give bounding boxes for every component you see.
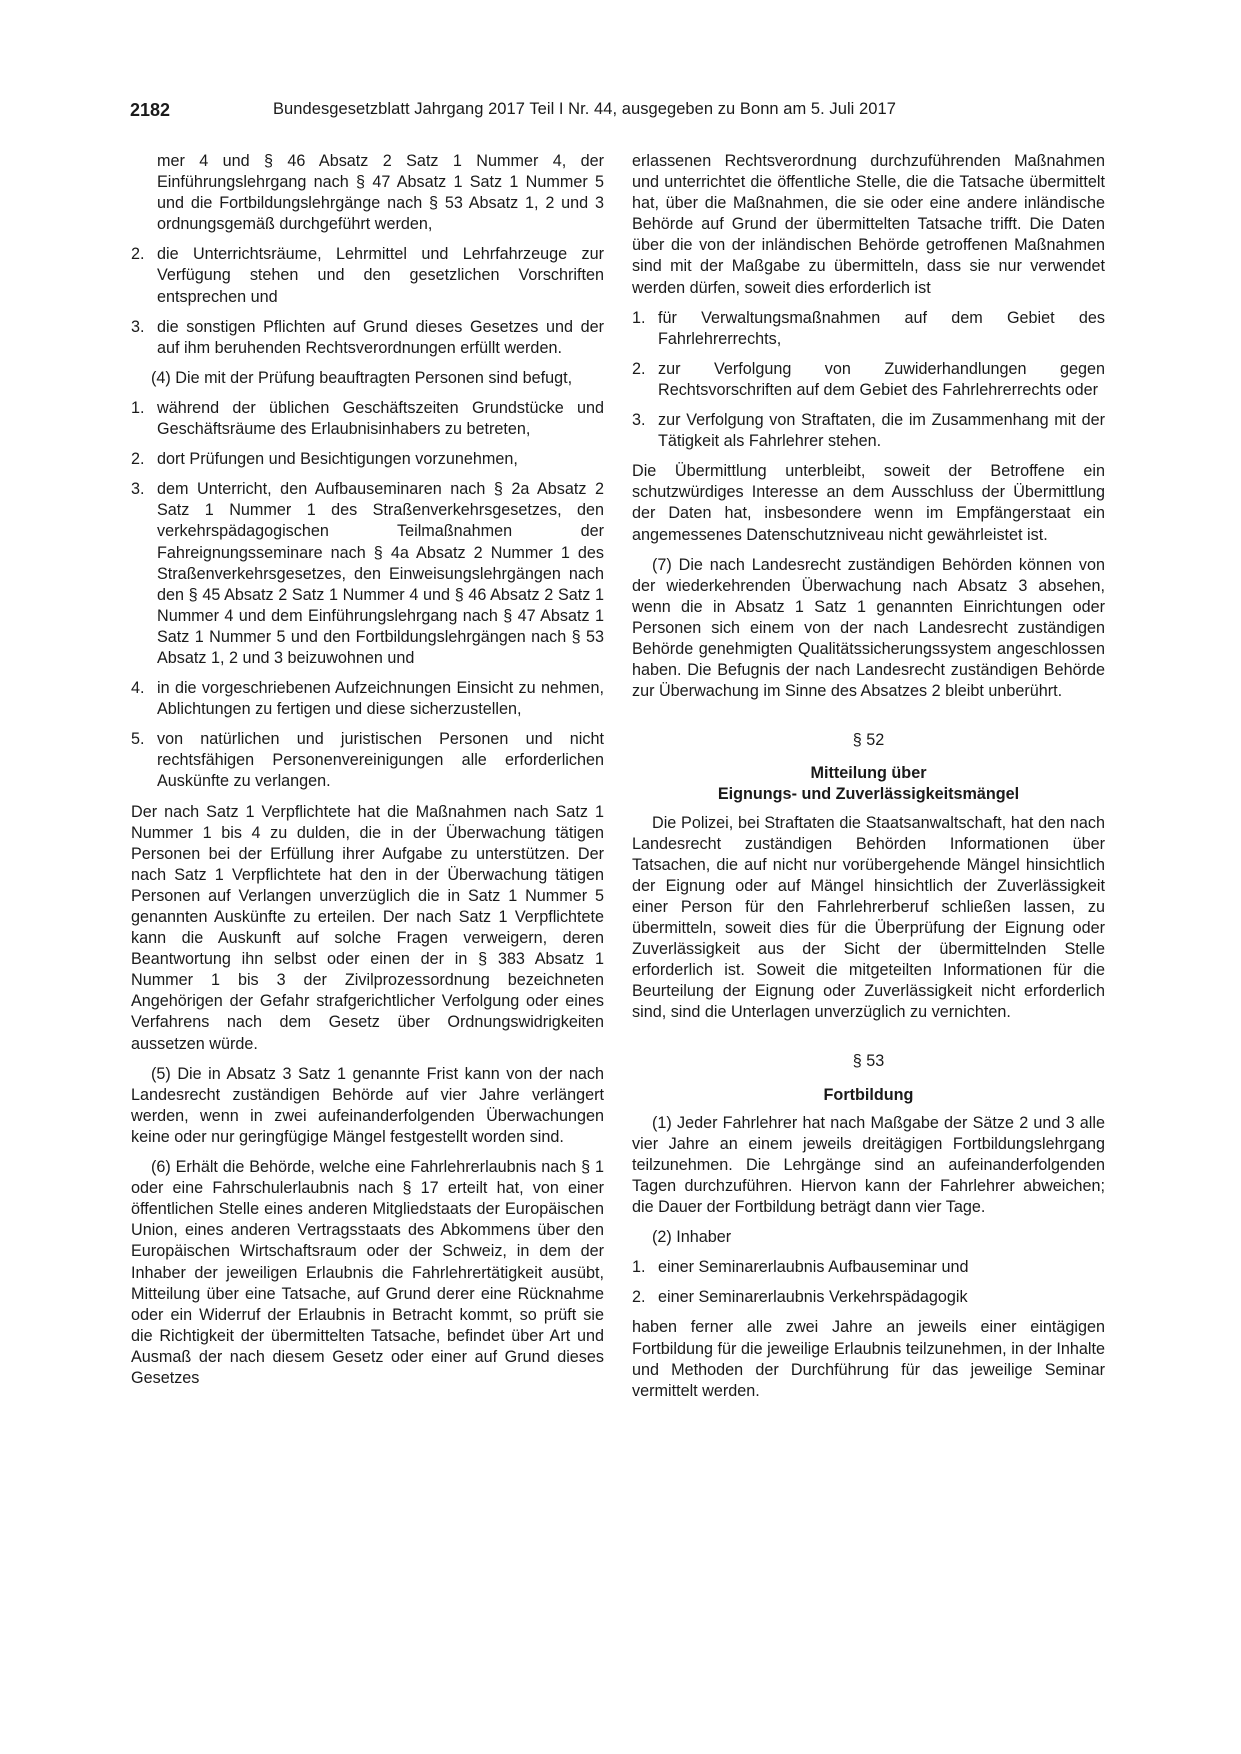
paragraph-4-tail: Der nach Satz 1 Verpflichtete hat die Maßnahmen nach Satz 1 Nummer 1 bis 4 zu dulden, die in der Überwachung tätigen Personen bei der Erfüllung ihrer Aufgabe zu unterstützen. Der nach Satz 1 Verpflichtete hat den in der Überwachung tätigen Personen auf Verlangen unverzüglich die in Satz 1 Nummer 5 genannten Auskünfte zu erteilen. Der nach Satz 1 Verpflichtete kann die Auskunft auf solche Fragen verweigern, deren Beantwortung ihn selbst oder einen der in § 383 Absatz 1 Nummer 1 bis 3 der Zivilprozessordnung bezeichneten Angehörigen der Gefahr strafgerichtlicher Verfolgung oder eines Verfahrens nach dem Gesetz über Ordnungswidrigkeiten aussetzen würde. [131, 802, 604, 1053]
list-item: 5. von natürlichen und juristischen Personen und nicht rechtsfähigen Personenvereinigungen alle erforderlichen Auskünfte zu verlangen. [131, 730, 604, 791]
section-53-paragraph-1: (1) Jeder Fahrlehrer hat nach Maßgabe der Sätze 2 und 3 alle vier Jahre an einem jeweils dreitägigen Fortbildungslehrgang teilzunehmen. Die Lehrgänge sind an aufeinanderfolgenden Tagen durchzuführen. Hiervon kann der Fahrlehrer abweichen; die Dauer der Fortbildung beträgt dann vier Tage. [632, 1113, 1105, 1217]
section-52-title [632, 763, 1105, 805]
page-header [130, 100, 1110, 124]
list-item: 1. einer Seminarerlaubnis Aufbauseminar und [632, 1258, 969, 1277]
section-53-title: Fortbildung [823, 1085, 914, 1104]
list-item: 2. einer Seminarerlaubnis Verkehrspädagogik [632, 1288, 968, 1307]
paragraph-4: (4) Die mit der Prüfung beauftragten Personen sind befugt, [151, 368, 573, 387]
right-column [632, 151, 1105, 1411]
left-column [131, 151, 604, 1398]
list-item-continuation: mer 4 und § 46 Absatz 2 Satz 1 Nummer 4, der Einführungslehrgang nach § 47 Absatz 1 Satz 1 Nummer 5 und die Fortbildungslehrgänge nach § 53 Absatz 1, 2 und 3 ordnungsgemäß durchgeführt werden, [157, 152, 604, 234]
section-53-number: § 53 [852, 1052, 885, 1071]
section-52-title-line2: Eignungs- und Zuverlässigkeitsmängel [717, 785, 1020, 804]
header-title: Bundesgesetzblatt Jahrgang 2017 Teil I Nr. 44, ausgegeben zu Bonn am 5. Juli 2017 [273, 100, 896, 118]
paragraph-5: (5) Die in Absatz 3 Satz 1 genannte Frist kann von der nach Landesrecht zuständigen Behörde auf vier Jahre verlängert werden, wenn in zwei aufeinanderfolgenden Überwachungen keine oder nur geringfügige Mängel festgestellt worden sind. [131, 1064, 604, 1146]
list-item: 3. dem Unterricht, den Aufbauseminaren nach § 2a Absatz 2 Satz 1 Nummer 1 des Straßenverkehrsgesetzes, den verkehrspädagogischen Teilmaßnahmen der Fahreignungsseminare nach § 4a Absatz 2 Nummer 1 des Straßenverkehrsgesetzes, den Einweisungslehrgängen nach den § 45 Absatz 2 Satz 1 Nummer 4 und § 46 Absatz 2 Satz 1 Nummer 4 und dem Einführungslehrgang nach § 47 Absatz 1 Satz 1 Nummer 5 und den Fortbildungslehrgängen nach § 53 Absatz 1, 2 und 3 beizuwohnen und [131, 480, 604, 667]
paragraph-6-tail: Die Übermittlung unterbleibt, soweit der Betroffene ein schutzwürdiges Interesse an dem Ausschluss der Übermittlung der Daten hat, insbesondere wenn im Empfängerstaat ein angemessenes Datenschutzniveau nicht gewährleistet ist. [632, 462, 1105, 544]
list-item: 1. während der üblichen Geschäftszeiten Grundstücke und Geschäftsräume des Erlaubnisinhabers zu betreten, [131, 398, 604, 439]
section-52-title-line1: Mitteilung über [810, 764, 927, 783]
section-53-paragraph-2-tail: haben ferner alle zwei Jahre an jeweils einer eintägigen Fortbildung für die jeweilige Erlaubnis teilzunehmen, in der Inhalte und Methoden der Durchführung für das jeweilige Seminar vermittelt werden. [632, 1318, 1105, 1400]
paragraph-7: (7) Die nach Landesrecht zuständigen Behörden können von der wiederkehrenden Überwachung nach Absatz 3 absehen, wenn die in Absatz 1 Satz 1 genannten Einrichtungen oder Personen sich einem von der nach Landesrecht zuständigen Behörde genehmigten Qualitätssicherungssystem angeschlossen haben. Die Befugnis der nach Landesrecht zuständigen Behörde zur Überwachung im Sinne des Absatzes 2 bleibt unberührt. [632, 555, 1105, 701]
section-53-paragraph-2: (2) Inhaber [652, 1228, 732, 1247]
list-item: 3. zur Verfolgung von Straftaten, die im Zusammenhang mit der Tätigkeit als Fahrlehrer stehen. [632, 411, 1105, 451]
page-number: 2182 [130, 100, 171, 120]
list-item: 4. in die vorgeschriebenen Aufzeichnungen Einsicht zu nehmen, Ablichtungen zu fertigen und diese sicherzustellen, [131, 679, 604, 719]
list-item: 3. die sonstigen Pflichten auf Grund dieses Gesetzes und der auf ihm beruhenden Rechtsverordnungen erfüllt werden. [131, 317, 604, 357]
list-item: 2. dort Prüfungen und Besichtigungen vorzunehmen, [131, 450, 518, 469]
paragraph-6: (6) Erhält die Behörde, welche eine Fahrlehrerlaubnis nach § 1 oder eine Fahrschulerlaubnis nach § 17 erteilt hat, von einer öffentlichen Stelle eines anderen Mitgliedstaats der Europäischen Union, eines anderen Vertragsstaats des Abkommens über den Europäischen Wirtschaftsraum oder der Schweiz, in dem der Inhaber der jeweiligen Erlaubnis die Fahrlehrertätigkeit ausübt, Mitteilung über eine Tatsache, auf Grund derer eine Rücknahme oder ein Widerruf der Erlaubnis in Betracht kommt, so prüft sie die Richtigkeit der übermittelten Tatsache, befindet über Art und Ausmaß der nach diesem Gesetz oder einer auf Grund dieses Gesetzes [131, 1158, 604, 1387]
list-item: 2. die Unterrichtsräume, Lehrmittel und Lehrfahrzeuge zur Verfügung stehen und den gesetzlichen Vorschriften entsprechen und [131, 245, 604, 306]
section-52-text: Die Polizei, bei Straftaten die Staatsanwaltschaft, hat den nach Landesrecht zuständigen Behörden Informationen über Tatsachen, die auf nicht nur vorübergehende Mängel hinsichtlich der Eignung oder auf Mängel hinsichtlich der Zuverlässigkeit einer Person für den Fahrlehrerberuf schließen lassen, zu übermitteln, soweit dies für die Überprüfung der Eignung oder Zuverlässigkeit aus der Sicht der übermittelnden Stelle erforderlich ist. Soweit die mitgeteilten Informationen für die Beurteilung der Eignung oder Zuverlässigkeit nicht erforderlich sind, sind die Unterlagen unverzüglich zu vernichten. [632, 813, 1105, 1022]
paragraph-6-continuation: erlassenen Rechtsverordnung durchzuführenden Maßnahmen und unterrichtet die öffentliche Stelle, die die Tatsache übermittelt hat, über die Maßnahmen, die sie oder eine andere inländische Behörde auf Grund der übermittelten Tatsache trifft. Die Daten über die von der inländischen Behörde getroffenen Maßnahmen sind mit der Maßgabe zu übermitteln, dass sie nur verwendet werden dürfen, soweit dies erforderlich ist [632, 152, 1105, 297]
list-item: 1. für Verwaltungsmaßnahmen auf dem Gebiet des Fahrlehrerrechts, [632, 308, 1105, 348]
list-item: 2. zur Verfolgung von Zuwiderhandlungen gegen Rechtsvorschriften auf dem Gebiet des Fahrlehrerrechts oder [632, 359, 1105, 399]
section-52-number: § 52 [852, 731, 885, 750]
